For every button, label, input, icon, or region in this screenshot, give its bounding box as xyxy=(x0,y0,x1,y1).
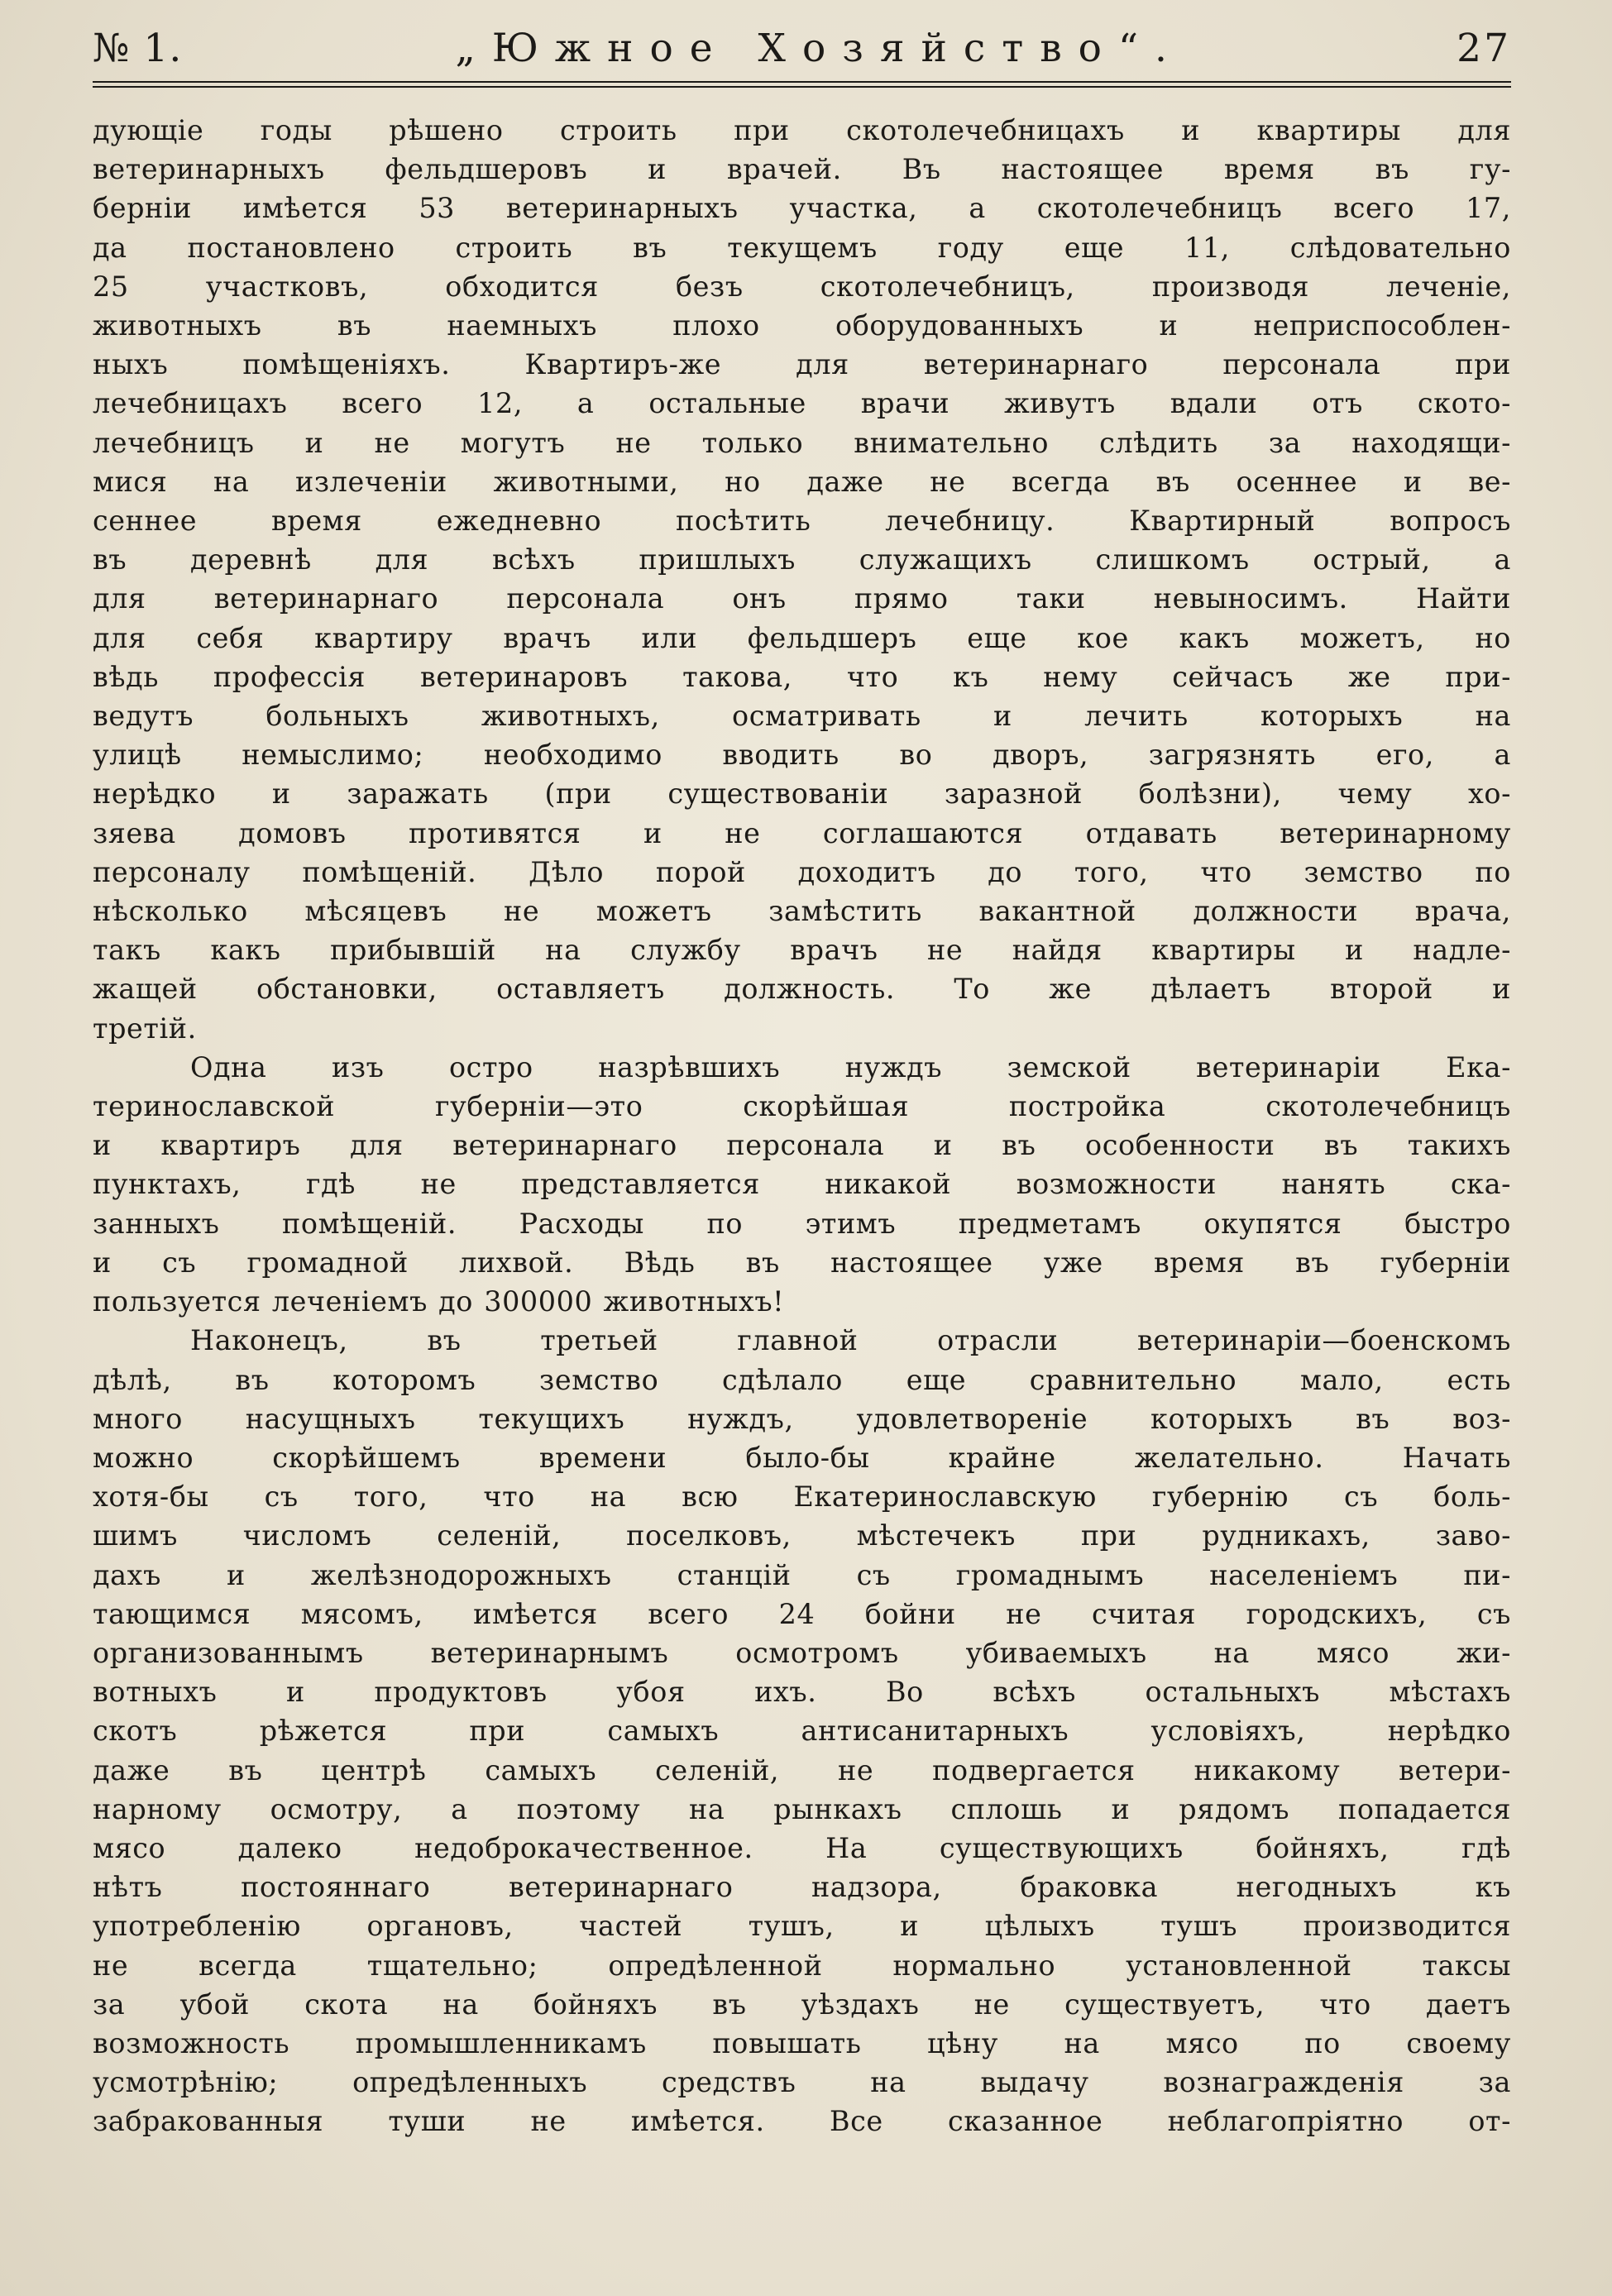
text-line: за убой скота на бойняхъ въ уѣздахъ не существуетъ, что даетъ xyxy=(93,1987,1511,2021)
running-head xyxy=(93,25,1511,73)
text-line: и съ громадной лихвой. Вѣдь въ настоящее уже время въ губерніи xyxy=(93,1246,1511,1279)
text-line: Одна изъ остро назрѣвшихъ нуждъ земской ветеринаріи Ека- xyxy=(190,1050,1511,1083)
journal-title: „Южное Хозяйство“. xyxy=(455,26,1184,71)
text-line: такъ какъ прибывшій на службу врачъ не найдя квартиры и надле- xyxy=(93,934,1511,967)
text-line: тающимся мясомъ, имѣется всего 24 бойни не считая городскихъ, съ xyxy=(93,1597,1511,1630)
text-line: 25 участковъ, обходится безъ скотолечебницъ, производя леченіе, xyxy=(93,270,1511,303)
text-line: да постановлено строить въ текущемъ году еще 11, слѣдовательно xyxy=(93,231,1511,264)
text-line: животныхъ въ наемныхъ плохо оборудованныхъ и неприспособлен- xyxy=(93,309,1511,342)
text-line: сеннее время ежедневно посѣтить лечебницу. Квартирный вопросъ xyxy=(93,505,1511,538)
text-line: мясо далеко недоброкачественное. На существующихъ бойняхъ, гдѣ xyxy=(93,1831,1511,1864)
text-line: дующіе годы рѣшено строить при скотолечебницахъ и квартиры для xyxy=(93,114,1511,146)
text-line: пользуется леченіемъ до 300000 животныхъ! xyxy=(93,1285,785,1318)
text-line: для себя квартиру врачъ или фельдшеръ еще кое какъ можетъ, но xyxy=(93,621,1511,654)
text-line: нѣсколько мѣсяцевъ не можетъ замѣстить вакантной должности врача, xyxy=(93,895,1511,928)
text-line: даже въ центрѣ самыхъ селеній, не подвергается никакому ветери- xyxy=(93,1753,1511,1787)
text-line: зяева домовъ противятся и не соглашаются отдавать ветеринарному xyxy=(93,816,1511,849)
text-line: берніи имѣется 53 ветеринарныхъ участка, а скотолечебницъ всего 17, xyxy=(93,192,1511,225)
article-body xyxy=(93,111,1511,2141)
text-line: усмотрѣнію; опредѣленныхъ средствъ на выдачу вознагражденія за xyxy=(93,2066,1511,2099)
text-line: нарному осмотру, а поэтому на рынкахъ сплошь и рядомъ попадается xyxy=(93,1792,1511,1825)
text-line: забракованныя туши не имѣется. Все сказанное неблагопріятно от- xyxy=(93,2105,1511,2138)
text-line: вотныхъ и продуктовъ убоя ихъ. Во всѣхъ остальныхъ мѣстахъ xyxy=(93,1676,1511,1709)
text-line: дахъ и желѣзнодорожныхъ станцій съ громаднымъ населеніемъ пи- xyxy=(93,1558,1511,1591)
text-line: возможность промышленникамъ повышать цѣну на мясо по своему xyxy=(93,2026,1511,2059)
text-line: пунктахъ, гдѣ не представляется никакой возможности нанять ска- xyxy=(93,1168,1511,1201)
text-line: дѣлѣ, въ которомъ земство сдѣлало еще сравнительно мало, есть xyxy=(93,1363,1511,1396)
text-line: и квартиръ для ветеринарнаго персонала и въ особенности въ такихъ xyxy=(93,1129,1511,1162)
text-line: лечебницъ и не могутъ не только внимательно слѣдить за находящи- xyxy=(93,426,1511,459)
text-line: персоналу помѣщеній. Дѣло порой доходитъ до того, что земство по xyxy=(93,855,1511,888)
text-line: улицѣ немыслимо; необходимо вводить во дворъ, загрязнять его, а xyxy=(93,739,1511,772)
text-line: жащей обстановки, оставляетъ должность. То же дѣлаетъ второй и xyxy=(93,973,1511,1006)
text-line: для ветеринарнаго персонала онъ прямо таки невыносимъ. Найти xyxy=(93,582,1511,615)
text-line: нѣтъ постояннаго ветеринарнаго надзора, браковка негодныхъ къ xyxy=(93,1871,1511,1904)
text-line: Наконецъ, въ третьей главной отрасли ветеринаріи—боенскомъ xyxy=(190,1324,1511,1357)
text-line: хотя-бы съ того, что на всю Екатеринославскую губернію съ боль- xyxy=(93,1480,1511,1514)
issue-number: № 1. xyxy=(93,26,183,71)
header-double-rule xyxy=(93,81,1511,88)
text-line: шимъ числомъ селеній, поселковъ, мѣстечекъ при рудникахъ, заво- xyxy=(93,1519,1511,1552)
text-line: въ деревнѣ для всѣхъ пришлыхъ служащихъ слишкомъ острый, а xyxy=(93,543,1511,576)
text-line: организованнымъ ветеринарнымъ осмотромъ убиваемыхъ на мясо жи- xyxy=(93,1636,1511,1669)
text-line: вѣдь профессія ветеринаровъ такова, что къ нему сейчасъ же при- xyxy=(93,660,1511,693)
text-line: нерѣдко и заражать (при существованіи заразной болѣзни), чему хо- xyxy=(93,777,1511,811)
text-line: употребленію органовъ, частей тушъ, и цѣлыхъ тушъ производится xyxy=(93,1910,1511,1943)
text-line: можно скорѣйшемъ времени было-бы крайне желательно. Начать xyxy=(93,1441,1511,1474)
text-line: третій. xyxy=(93,1012,197,1045)
text-line: не всегда тщательно; опредѣленной нормально установленной таксы xyxy=(93,1949,1511,1982)
text-line: лечебницахъ всего 12, а остальные врачи живутъ вдали отъ ското- xyxy=(93,387,1511,420)
text-line: занныхъ помѣщеній. Расходы по этимъ предметамъ окупятся быстро xyxy=(93,1207,1511,1240)
text-line: скотъ рѣжется при самыхъ антисанитарныхъ условіяхъ, нерѣдко xyxy=(93,1715,1511,1748)
text-line: ветеринарныхъ фельдшеровъ и врачей. Въ настоящее время въ гу- xyxy=(93,153,1511,186)
page-number: 27 xyxy=(1457,26,1511,71)
text-line: теринославской губерніи—это скорѣйшая постройка скотолечебницъ xyxy=(93,1090,1511,1123)
text-line: мися на излеченіи животными, но даже не всегда въ осеннее и ве- xyxy=(93,465,1511,498)
text-line: ныхъ помѣщеніяхъ. Квартиръ-же для ветеринарнаго персонала при xyxy=(93,348,1511,381)
text-line: много насущныхъ текущихъ нуждъ, удовлетвореніе которыхъ въ воз- xyxy=(93,1402,1511,1435)
text-line: ведутъ больныхъ животныхъ, осматривать и лечить которыхъ на xyxy=(93,700,1511,733)
